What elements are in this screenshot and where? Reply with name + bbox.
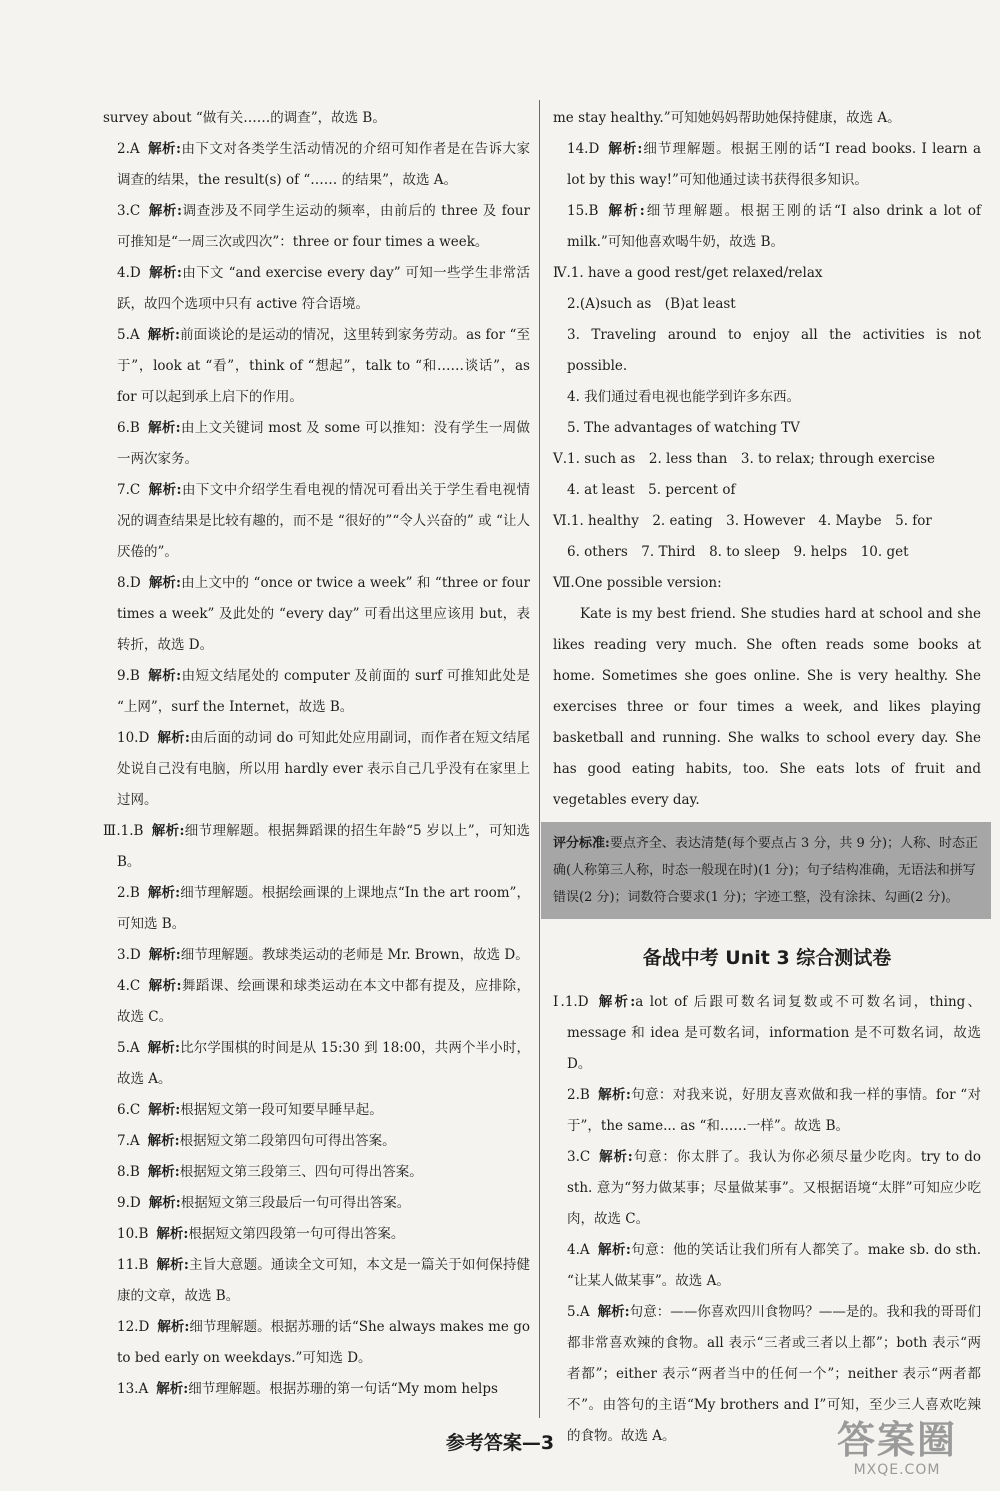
analysis-label: 解析: (151, 823, 185, 839)
answer-text: 5. The advantages of watching TV (567, 420, 800, 436)
analysis-label: 解析: (598, 1149, 633, 1165)
answer-number: 10.D (117, 730, 150, 746)
answer-number: 3.C (117, 203, 141, 219)
answer-number: 3.D (117, 947, 141, 963)
section-roman-numeral: Ⅰ. (553, 994, 565, 1010)
watermark-text: 答案圈 (836, 1418, 957, 1462)
answer-number: 7.A (117, 1133, 140, 1149)
answer-text: 根据短文第三段第三、四句可得出答案。 (179, 1164, 423, 1180)
answer-text: 3. Traveling around to enjoy all the activities is not possible. (567, 327, 981, 374)
answer-number: 7.C (117, 482, 141, 498)
grading-text: 要点齐全、表达清楚(每个要点占 3 分，共 9 分)；人称、时态正确(人称第三人称，时态一般现在时)(1 分)；句子结构准确，无语法和拼写错误(2 分)；词数符合要求(1 分)；字迹工整，没有涂抹、勾画(2 分)。 (553, 836, 979, 905)
answer-number: 6.C (117, 1102, 141, 1118)
answer-text: 由上文关键词 most 及 some 可以推知：没有学生一周做一两次家务。 (117, 420, 531, 467)
section-roman-numeral: Ⅳ. (553, 265, 571, 281)
answer-text: 细节理解题。教球类运动的老师是 Mr. Brown，故选 D。 (180, 947, 529, 963)
analysis-label: 解析: (147, 1164, 180, 1180)
answer-number: 5.A (567, 1304, 590, 1320)
answer-entry (553, 444, 981, 475)
section-roman-numeral: Ⅵ. (553, 513, 571, 529)
answer-text: 细节理解题。根据舞蹈课的招生年龄“5 岁以上”，可知选 B。 (117, 823, 531, 870)
answer-entry (103, 1250, 530, 1312)
analysis-label: 解析: (147, 668, 182, 684)
answer-entry (553, 537, 981, 568)
answer-entry (103, 413, 530, 475)
answer-number: 8.D (117, 575, 141, 591)
answer-entry (103, 940, 530, 971)
answer-text: 1. healthy 2. eating 3. However 4. Maybe 5. for (570, 513, 932, 529)
answer-entry (103, 1374, 530, 1405)
analysis-label: 解析: (607, 141, 643, 157)
analysis-label: 解析: (148, 575, 182, 591)
answer-text: 由下文 “and exercise every day” 可知一些学生非常活跃，故四个选项中只有 active 符合语境。 (117, 265, 530, 312)
answer-number: 5.A (117, 1040, 140, 1056)
analysis-label: 解析: (147, 327, 180, 343)
answer-entry (103, 103, 530, 134)
left-column (103, 103, 530, 1405)
answer-number: 10.B (117, 1226, 149, 1242)
analysis-label: 解析: (156, 1257, 189, 1273)
answer-number: 5.A (117, 327, 140, 343)
analysis-label: 解析: (157, 730, 190, 746)
answer-text: 根据短文第一段可知要早睡早起。 (180, 1102, 383, 1118)
answer-number: 2.A (117, 141, 140, 157)
answer-text: 主旨大意题。通读全文可知，本文是一篇关于如何保持健康的文章，故选 B。 (117, 1257, 531, 1304)
analysis-label: 解析: (156, 1381, 189, 1397)
answer-number: 14.D (567, 141, 600, 157)
analysis-label: 解析: (148, 203, 183, 219)
answer-entry (103, 1033, 530, 1095)
right-column (553, 103, 981, 1452)
analysis-label: 解析: (147, 885, 181, 901)
answer-number: 2.B (567, 1087, 590, 1103)
answer-text: 前面谈论的是运动的情况，这里转到家务劳动。as for “至于”，look at “看”，think of “想起”，talk to “和……谈话”，as for 可以起到承上启下的作用。 (117, 327, 530, 405)
answer-text: 根据短文第二段第四句可得出答案。 (179, 1133, 396, 1149)
answer-entry (553, 289, 981, 320)
answer-entry (103, 1157, 530, 1188)
answer-number: 1.D (564, 994, 589, 1010)
page-footer: 参考答案—3 (445, 1432, 555, 1454)
answer-entry (103, 878, 530, 940)
answer-entry (103, 723, 530, 816)
answer-text: One possible version: (574, 575, 722, 591)
answer-number: 4.C (117, 978, 141, 994)
answer-text: 根据短文第四段第一句可得出答案。 (188, 1226, 405, 1242)
answer-text: 细节理解题。根据苏珊的第一句话“My mom helps (188, 1381, 498, 1397)
analysis-label: 解析: (148, 978, 182, 994)
answer-text: 由下文中介绍学生看电视的情况可看出关于学生看电视情况的调查结果是比较有趣的，而不是 “很好的”“令人兴奋的” 或 “让人厌倦的”。 (117, 482, 531, 560)
answer-entry (103, 661, 530, 723)
answer-number: 2.B (117, 885, 140, 901)
right-bottom-answers (553, 987, 981, 1452)
analysis-label: 解析: (148, 947, 181, 963)
grading-label: 评分标准: (553, 836, 610, 851)
answer-text: 由后面的动词 do 可知此处应用副词，而作者在短文结尾处说自己没有电脑，所以用 hardly ever 表示自己几乎没有在家里上过网。 (117, 730, 531, 808)
answer-entry (553, 506, 981, 537)
answer-text: 4. at least 5. percent of (567, 482, 736, 498)
answer-text: 根据短文第三段最后一句可得出答案。 (180, 1195, 411, 1211)
answer-number: 15.B (567, 203, 599, 219)
answer-text: 1. have a good rest/get relaxed/relax (570, 265, 823, 281)
watermark-url: MXQE.COM (853, 1462, 941, 1478)
column-divider (539, 100, 540, 1418)
answer-text: 句意：——你喜欢四川食物吗？——是的。我和我的哥哥们都非常喜欢辣的食物。all 表示“三者或三者以上都”；both 表示“两者都”；either 表示“两者当中的任何一个”；neither 表示“两者都不”。由答句的主语“My brothers and I”可知，至少三人喜欢吃辣的食物。故选 A。 (567, 1304, 982, 1444)
answer-text: 细节理解题。根据王刚的话“I also drink a lot of milk.”可知他喜欢喝牛奶，故选 B。 (567, 203, 981, 250)
answer-entry (103, 258, 530, 320)
answer-entry (553, 987, 981, 1080)
analysis-label: 解析: (148, 1195, 181, 1211)
answer-entry (103, 816, 530, 878)
answer-text: 句意：他的笑话让我们所有人都笑了。make sb. do sth. “让某人做某事”。故选 A。 (567, 1242, 981, 1289)
analysis-label: 解析: (597, 1304, 630, 1320)
answer-entry (103, 1095, 530, 1126)
answer-number: 9.B (117, 668, 140, 684)
answer-entry (553, 475, 981, 506)
right-top-answers (553, 103, 981, 599)
answer-number: 13.A (117, 1381, 149, 1397)
section-title: 备战中考 Unit 3 综合测试卷 (642, 947, 892, 969)
answer-text: 句意：对我来说，好朋友喜欢做和我一样的事情。for “对于”，the same... as “和……一样”。故选 B。 (567, 1087, 981, 1134)
analysis-label: 解析: (606, 203, 645, 219)
answer-entry (103, 475, 530, 568)
answer-number: 11.B (117, 1257, 149, 1273)
answer-text: 由下文对各类学生活动情况的介绍可知作者是在告诉大家调查的结果，the result(s) of “…… 的结果”，故选 A。 (117, 141, 531, 188)
answer-text: 由上文中的 “once or twice a week” 和 “three or four times a week” 及此处的 “every day” 可看出这里应该用 but，表转折，故选 D。 (117, 575, 531, 653)
answer-number: 9.D (117, 1195, 141, 1211)
answer-entry (553, 413, 981, 444)
analysis-label: 解析: (148, 482, 182, 498)
analysis-label: 解析: (157, 1319, 190, 1335)
answer-entry (103, 1312, 530, 1374)
answer-entry (553, 382, 981, 413)
answer-entry (103, 1188, 530, 1219)
answer-number: 1.B (120, 823, 144, 839)
answer-number: 4.A (567, 1242, 590, 1258)
model-essay: Kate is my best friend. She studies hard at school and she likes reading very much. She often reads some books at home. Sometimes she goes online. She is very healthy. She exercises three or four times a week, and likes playing basketball and running. She walks to school every day. She has good eating habits, too. She eats lots of fruit and vegetables every day. (553, 606, 981, 808)
answer-text: 句意：你太胖了。我认为你必须尽量少吃肉。try to do sth. 意为“努力做某事；尽量做某事”。又根据语境“太胖”可知应少吃肉，故选 C。 (567, 1149, 981, 1227)
analysis-label: 解析: (148, 265, 182, 281)
answer-number: 12.D (117, 1319, 150, 1335)
answer-text: me stay healthy.”可知她妈妈帮助她保持健康，故选 A。 (553, 110, 901, 126)
answer-entry (553, 568, 981, 599)
answer-entry (553, 1080, 981, 1142)
answer-number: 8.B (117, 1164, 140, 1180)
answer-text: 舞蹈课、绘画课和球类运动在本文中都有提及，应排除，故选 C。 (117, 978, 531, 1025)
answer-text: 比尔学围棋的时间是从 15:30 到 18:00，共两个半小时，故选 A。 (117, 1040, 531, 1087)
answer-entry (553, 1142, 981, 1235)
answer-text: 调查涉及不同学生运动的频率，由前后的 three 及 four 可推知是“一周三次或四次”：three or four times a week。 (117, 203, 531, 250)
answer-text: 细节理解题。根据绘画课的上课地点“In the art room”，可知选 B。 (117, 885, 531, 932)
analysis-label: 解析: (597, 1087, 631, 1103)
answer-text: 1. such as 2. less than 3. to relax; through exercise (567, 451, 935, 467)
answer-entry (553, 258, 981, 289)
answer-text: 细节理解题。根据王刚的话“I read books. I learn a lot by this way!”可知他通过读书获得很多知识。 (567, 141, 981, 188)
answer-text: 由短文结尾处的 computer 及前面的 surf 可推知此处是 “上网”，surf the Internet，故选 B。 (117, 668, 531, 715)
answer-text: survey about “做有关……的调查”，故选 B。 (103, 110, 386, 126)
analysis-label: 解析: (148, 1102, 181, 1118)
analysis-label: 解析: (597, 1242, 631, 1258)
analysis-label: 解析: (596, 994, 636, 1010)
analysis-label: 解析: (156, 1226, 189, 1242)
section-roman-numeral: Ⅶ. (553, 575, 575, 591)
answer-entry (553, 134, 981, 196)
analysis-label: 解析: (147, 1133, 180, 1149)
answer-number: 3.C (567, 1149, 591, 1165)
analysis-label: 解析: (147, 420, 181, 436)
section-roman-numeral: Ⅴ. (553, 451, 568, 467)
grading-criteria-box (541, 822, 991, 919)
section-roman-numeral: Ⅲ. (103, 823, 121, 839)
answer-entry (103, 1126, 530, 1157)
answer-entry (553, 196, 981, 258)
answer-number: 4.D (117, 265, 141, 281)
answer-text: 细节理解题。根据苏珊的话“She always makes me go to bed early on weekdays.”可知选 D。 (117, 1319, 531, 1366)
answer-entry (553, 103, 981, 134)
answer-number: 6.B (117, 420, 140, 436)
answer-text: 2.(A)such as (B)at least (567, 296, 736, 312)
answer-text: a lot of 后跟可数名词复数或不可数名词，thing、message 和 idea 是可数名词，information 是不可数名词，故选 D。 (567, 994, 981, 1072)
answer-entry (103, 971, 530, 1033)
answer-entry (103, 134, 530, 196)
answer-entry (103, 196, 530, 258)
answer-entry (103, 320, 530, 413)
answer-text: 6. others 7. Third 8. to sleep 9. helps 10. get (567, 544, 909, 560)
answer-entry (103, 568, 530, 661)
analysis-label: 解析: (147, 1040, 180, 1056)
answer-entry (553, 1235, 981, 1297)
answer-entry (103, 1219, 530, 1250)
analysis-label: 解析: (147, 141, 182, 157)
answer-text: 4. 我们通过看电视也能学到许多东西。 (567, 389, 801, 405)
answer-entry (553, 320, 981, 382)
watermark-logo (812, 1418, 982, 1484)
